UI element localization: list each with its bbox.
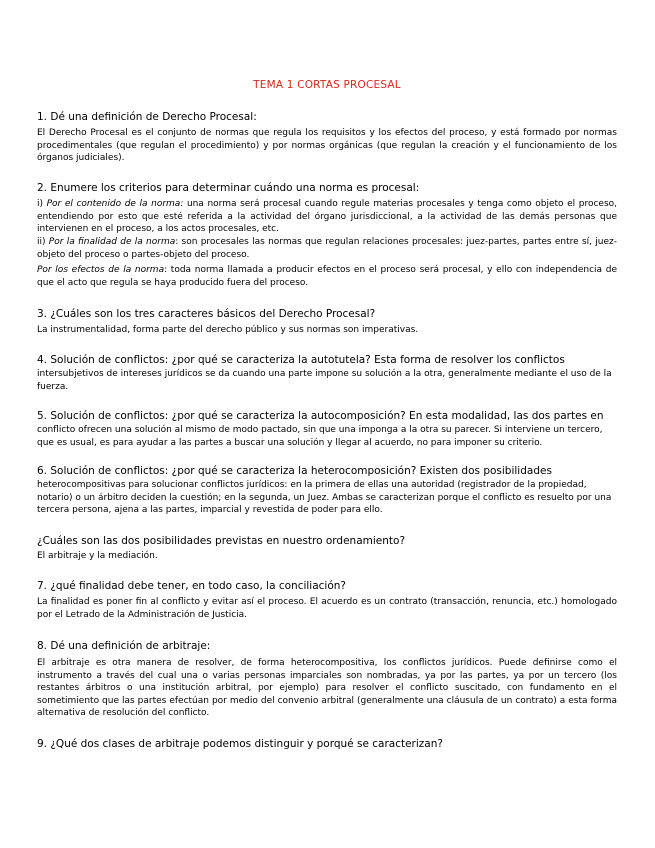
question-9: 9. ¿Qué dos clases de arbitraje podemos distinguir y porqué se caracterizan? [37,738,443,750]
answer-4: intersubjetivos de intereses jurídicos se da cuando una parte impone su solución a la otra, generalmente mediante el uso de la fuerza. [37,369,612,392]
item-label: Por los efectos de la norma [37,265,165,275]
answer-3: La instrumentalidad, forma parte del derecho público y sus normas son imperativas. [37,325,419,335]
document-title: TEMA 1 CORTAS PROCESAL [253,79,401,91]
answer-6b: El arbitraje y la mediación. [37,551,158,561]
question-7: 7. ¿qué finalidad debe tener, en todo caso, la conciliación? [37,580,346,592]
answer-5: conflicto ofrecen una solución al mismo de modo pactado, sin que una imponga a la otra su parecer. Si interviene un tercero, que es usual, es para ayudar a las partes a buscar una solución y llegar al acuerdo, no para imponer su criterio. [37,425,603,448]
answer-2-item-3 [37,264,617,289]
question-8: 8. Dé una definición de arbitraje: [37,640,211,652]
item-text: una norma será procesal cuando regule materias procesales y tenga como objeto el proceso, entendiendo por esto que esté referida a la actividad del órgano jurisdiccional, a la actividad de las demás personas que intervienen en el proceso, a los actos procesales, etc. [37,199,618,235]
item-label: Por la finalidad de la norma [48,237,176,247]
question-6b: ¿Cuáles son las dos posibilidades previstas en nuestro ordenamiento? [37,535,406,547]
question-2: 2. Enumere los criterios para determinar cuándo una norma es procesal: [37,182,420,194]
answer-2-item-2 [37,236,617,261]
item-text: : toda norma llamada a producir efectos en el proceso será procesal, y ello con independencia de que el acto que regula se haya producido fuera del proceso. [37,265,617,288]
item-prefix: ii) [37,237,49,247]
answer-1: El Derecho Procesal es el conjunto de normas que regula los requisitos y los efectos del proceso, y está formado por normas procedimentales (que regulan el procedimiento) y por normas orgánicas (que regulan la creación y el funcionamiento de los órganos judiciales). [37,128,617,164]
item-prefix: i) [37,199,47,209]
question-1: 1. Dé una definición de Derecho Procesal: [37,111,257,123]
question-3: 3. ¿Cuáles son los tres caracteres básicos del Derecho Procesal? [37,308,376,320]
question-5: 5. Solución de conflictos: ¿por qué se caracteriza la autocomposición? En esta modalidad, las dos partes en [37,410,604,422]
answer-2-item-1 [37,198,617,236]
answer-7: La finalidad es poner fin al conflicto y evitar así el proceso. El acuerdo es un contrato (transacción, renuncia, etc.) homologado por el Letrado de la Administración de Justicia. [37,597,617,620]
question-4: 4. Solución de conflictos: ¿por qué se caracteriza la autotutela? Esta forma de resolver los conflictos [37,354,565,366]
item-text: : son procesales las normas que regulan relaciones procesales: juez-partes, partes entre sí, juez-objeto del proceso o partes-objeto del proceso. [37,237,618,260]
answer-6: heterocompositivas para solucionar conflictos jurídicos: en la primera de ellas una autoridad (registrador de la propiedad, notario) o un árbitro deciden la cuestión; en la segunda, un Juez. Ambas se caracterizan porque el conflicto es resuelto por una tercera persona, ajena a las partes, imparcial y revestida de poder para ello. [37,480,612,516]
answer-8: El arbitraje es otra manera de resolver, de forma heterocompositiva, los conflictos jurídicos. Puede definirse como el instrumento a través del cual una o varias personas imparciales son nombradas, ya por las partes, ya por un tercero (los restantes árbitros o una institución arbitral, por ejemplo) para resolver el conflicto suscitado, con fundamento en el sometimiento que las partes efectúan por medio del convenio arbitral (generalmente una cláusula de un contrato) a esta forma alternativa de resolución del conflicto. [37,658,617,719]
item-label: Por el contenido de la norma: [46,199,184,209]
question-6: 6. Solución de conflictos: ¿por qué se caracteriza la heterocomposición? Existen dos posibilidades [37,465,552,477]
